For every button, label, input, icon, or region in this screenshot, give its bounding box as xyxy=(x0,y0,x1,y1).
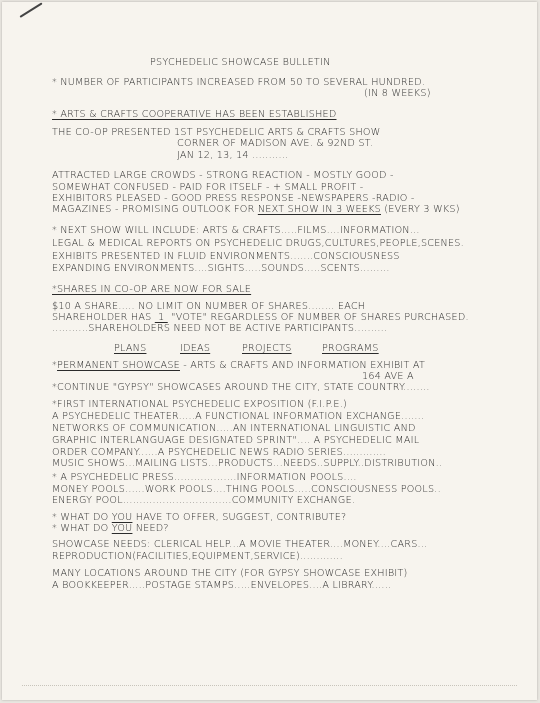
gypsy-line: *CONTINUE "GYPSY" SHOWCASES AROUND THE CITY, STATE COUNTRY........ xyxy=(52,382,430,393)
fipe-line-2: A PSYCHEDELIC THEATER.....A FUNCTIONAL INFORMATION EXCHANGE....... xyxy=(52,411,425,422)
next-show-line-3: EXHIBITS PRESENTED IN FLUID ENVIRONMENTS.......CONSCIOUSNESS xyxy=(52,251,400,262)
pen-mark xyxy=(19,2,42,17)
next-show-line-2: LEGAL & MEDICAL REPORTS ON PSYCHEDELIC DRUGS,CULTURES,PEOPLE,SCENES. xyxy=(52,238,464,249)
press-line-3: ENERGY POOL.................................COMMUNITY EXCHANGE. xyxy=(52,495,356,506)
fipe-line-5: ORDER COMPANY......A PSYCHEDELIC NEWS RADIO SERIES............. xyxy=(52,447,386,458)
question-offer-you: YOU xyxy=(111,512,133,523)
show-line-3: JAN 12, 13, 14 ........... xyxy=(177,150,289,161)
question-need xyxy=(52,523,169,534)
next-show-line-1: * NEXT SHOW WILL INCLUDE: ARTS & CRAFTS.....FILMS....INFORMATION... xyxy=(52,225,420,236)
show-line-1: THE CO-OP PRESENTED 1ST PSYCHEDELIC ARTS & CRAFTS SHOW xyxy=(52,127,381,138)
next-show-emphasis: NEXT SHOW IN 3 WEEKS xyxy=(257,204,381,215)
reaction-line-3: EXHIBITORS PLEASED - GOOD PRESS RESPONSE -NEWSPAPERS -RADIO - xyxy=(52,193,415,204)
shares-heading: *SHARES IN CO-OP ARE NOW FOR SALE xyxy=(52,284,252,295)
next-show-line-4: EXPANDING ENVIRONMENTS....SIGHTS.....SOUNDS.....SCENTS......... xyxy=(52,263,390,274)
fipe-line-1: *FIRST INTERNATIONAL PSYCHEDELIC EXPOSITION (F.I.P.E.) xyxy=(52,399,348,410)
participants-line-2: (IN 8 WEEKS) xyxy=(364,88,431,99)
press-line-1: * A PSYCHEDELIC PRESS...................INFORMATION POOLS.... xyxy=(52,472,357,483)
bulletin-title: PSYCHEDELIC SHOWCASE BULLETIN xyxy=(150,57,331,68)
reaction-line-1: ATTRACTED LARGE CROWDS - STRONG REACTION - MOSTLY GOOD - xyxy=(52,170,394,181)
section-programs: PROGRAMS xyxy=(322,343,379,354)
scan-artifact-line xyxy=(22,685,517,687)
permanent-text: - ARTS & CRAFTS AND INFORMATION EXHIBIT AT xyxy=(179,360,426,371)
permanent-heading: PERMANENT SHOWCASE xyxy=(57,360,180,371)
fipe-line-6: MUSIC SHOWS...MAILING LISTS...PRODUCTS...NEEDS..SUPPLY..DISTRIBUTION.. xyxy=(52,458,443,469)
question-offer-rest: HAVE TO OFFER, SUGGEST, CONTRIBUTE? xyxy=(132,512,347,523)
coop-heading: * ARTS & CRAFTS COOPERATIVE HAS BEEN ESTABLISHED xyxy=(52,109,337,120)
reaction-text: MAGAZINES - PROMISING OUTLOOK FOR xyxy=(52,204,258,215)
question-need-rest: NEED? xyxy=(132,523,169,534)
locations-line-2: A BOOKKEEPER.....POSTAGE STAMPS.....ENVELOPES....A LIBRARY...... xyxy=(52,580,392,591)
shares-line-3: ...........SHAREHOLDERS NEED NOT BE ACTIVE PARTICIPANTS.......... xyxy=(52,323,388,334)
shares-line-1: $10 A SHARE..... NO LIMIT ON NUMBER OF SHARES........ EACH xyxy=(52,301,366,312)
reaction-line-4 xyxy=(52,204,460,215)
needs-line-2: REPRODUCTION(FACILITIES,EQUIPMENT,SERVICE)............. xyxy=(52,551,343,562)
question-offer xyxy=(52,512,346,523)
reaction-frequency: (EVERY 3 WKS) xyxy=(380,204,460,215)
question-offer-prefix: * WHAT DO xyxy=(52,512,112,523)
permanent-showcase-line xyxy=(52,360,425,371)
vote-count: 1 xyxy=(154,312,168,323)
bulletin-page xyxy=(2,2,537,700)
locations-line-1: MANY LOCATIONS AROUND THE CITY (FOR GYPSY SHOWCASE EXHIBIT) xyxy=(52,568,408,579)
permanent-bullet: * xyxy=(52,360,58,371)
press-line-2: MONEY POOLS......WORK POOLS....THING POOLS.....CONSCIOUSNESS POOLS.. xyxy=(52,484,441,495)
section-ideas: IDEAS xyxy=(180,343,211,354)
permanent-address: 164 AVE A xyxy=(362,371,414,382)
shareholder-text: SHAREHOLDER HAS xyxy=(52,312,155,323)
section-plans: PLANS xyxy=(114,343,147,354)
question-need-prefix: * WHAT DO xyxy=(52,523,112,534)
participants-line-1: * NUMBER OF PARTICIPANTS INCREASED FROM 50 TO SEVERAL HUNDRED. xyxy=(52,77,426,88)
section-projects: PROJECTS xyxy=(242,343,292,354)
fipe-line-3: NETWORKS OF COMMUNICATION.....AN INTERNATIONAL LINGUISTIC AND xyxy=(52,423,416,434)
fipe-line-4: GRAPHIC INTERLANGUAGE DESIGNATED SPRINT".... A PSYCHEDELIC MAIL xyxy=(52,435,420,446)
reaction-line-2: SOMEWHAT CONFUSED - PAID FOR ITSELF - + SMALL PROFIT - xyxy=(52,182,364,193)
shares-line-2 xyxy=(52,312,469,323)
vote-text: "VOTE" REGARDLESS OF NUMBER OF SHARES PURCHASED. xyxy=(167,312,469,323)
show-line-2: CORNER OF MADISON AVE. & 92ND ST. xyxy=(177,138,374,149)
question-need-you: YOU xyxy=(111,523,133,534)
needs-line-1: SHOWCASE NEEDS: CLERICAL HELP...A MOVIE THEATER....MONEY....CARS... xyxy=(52,539,428,550)
